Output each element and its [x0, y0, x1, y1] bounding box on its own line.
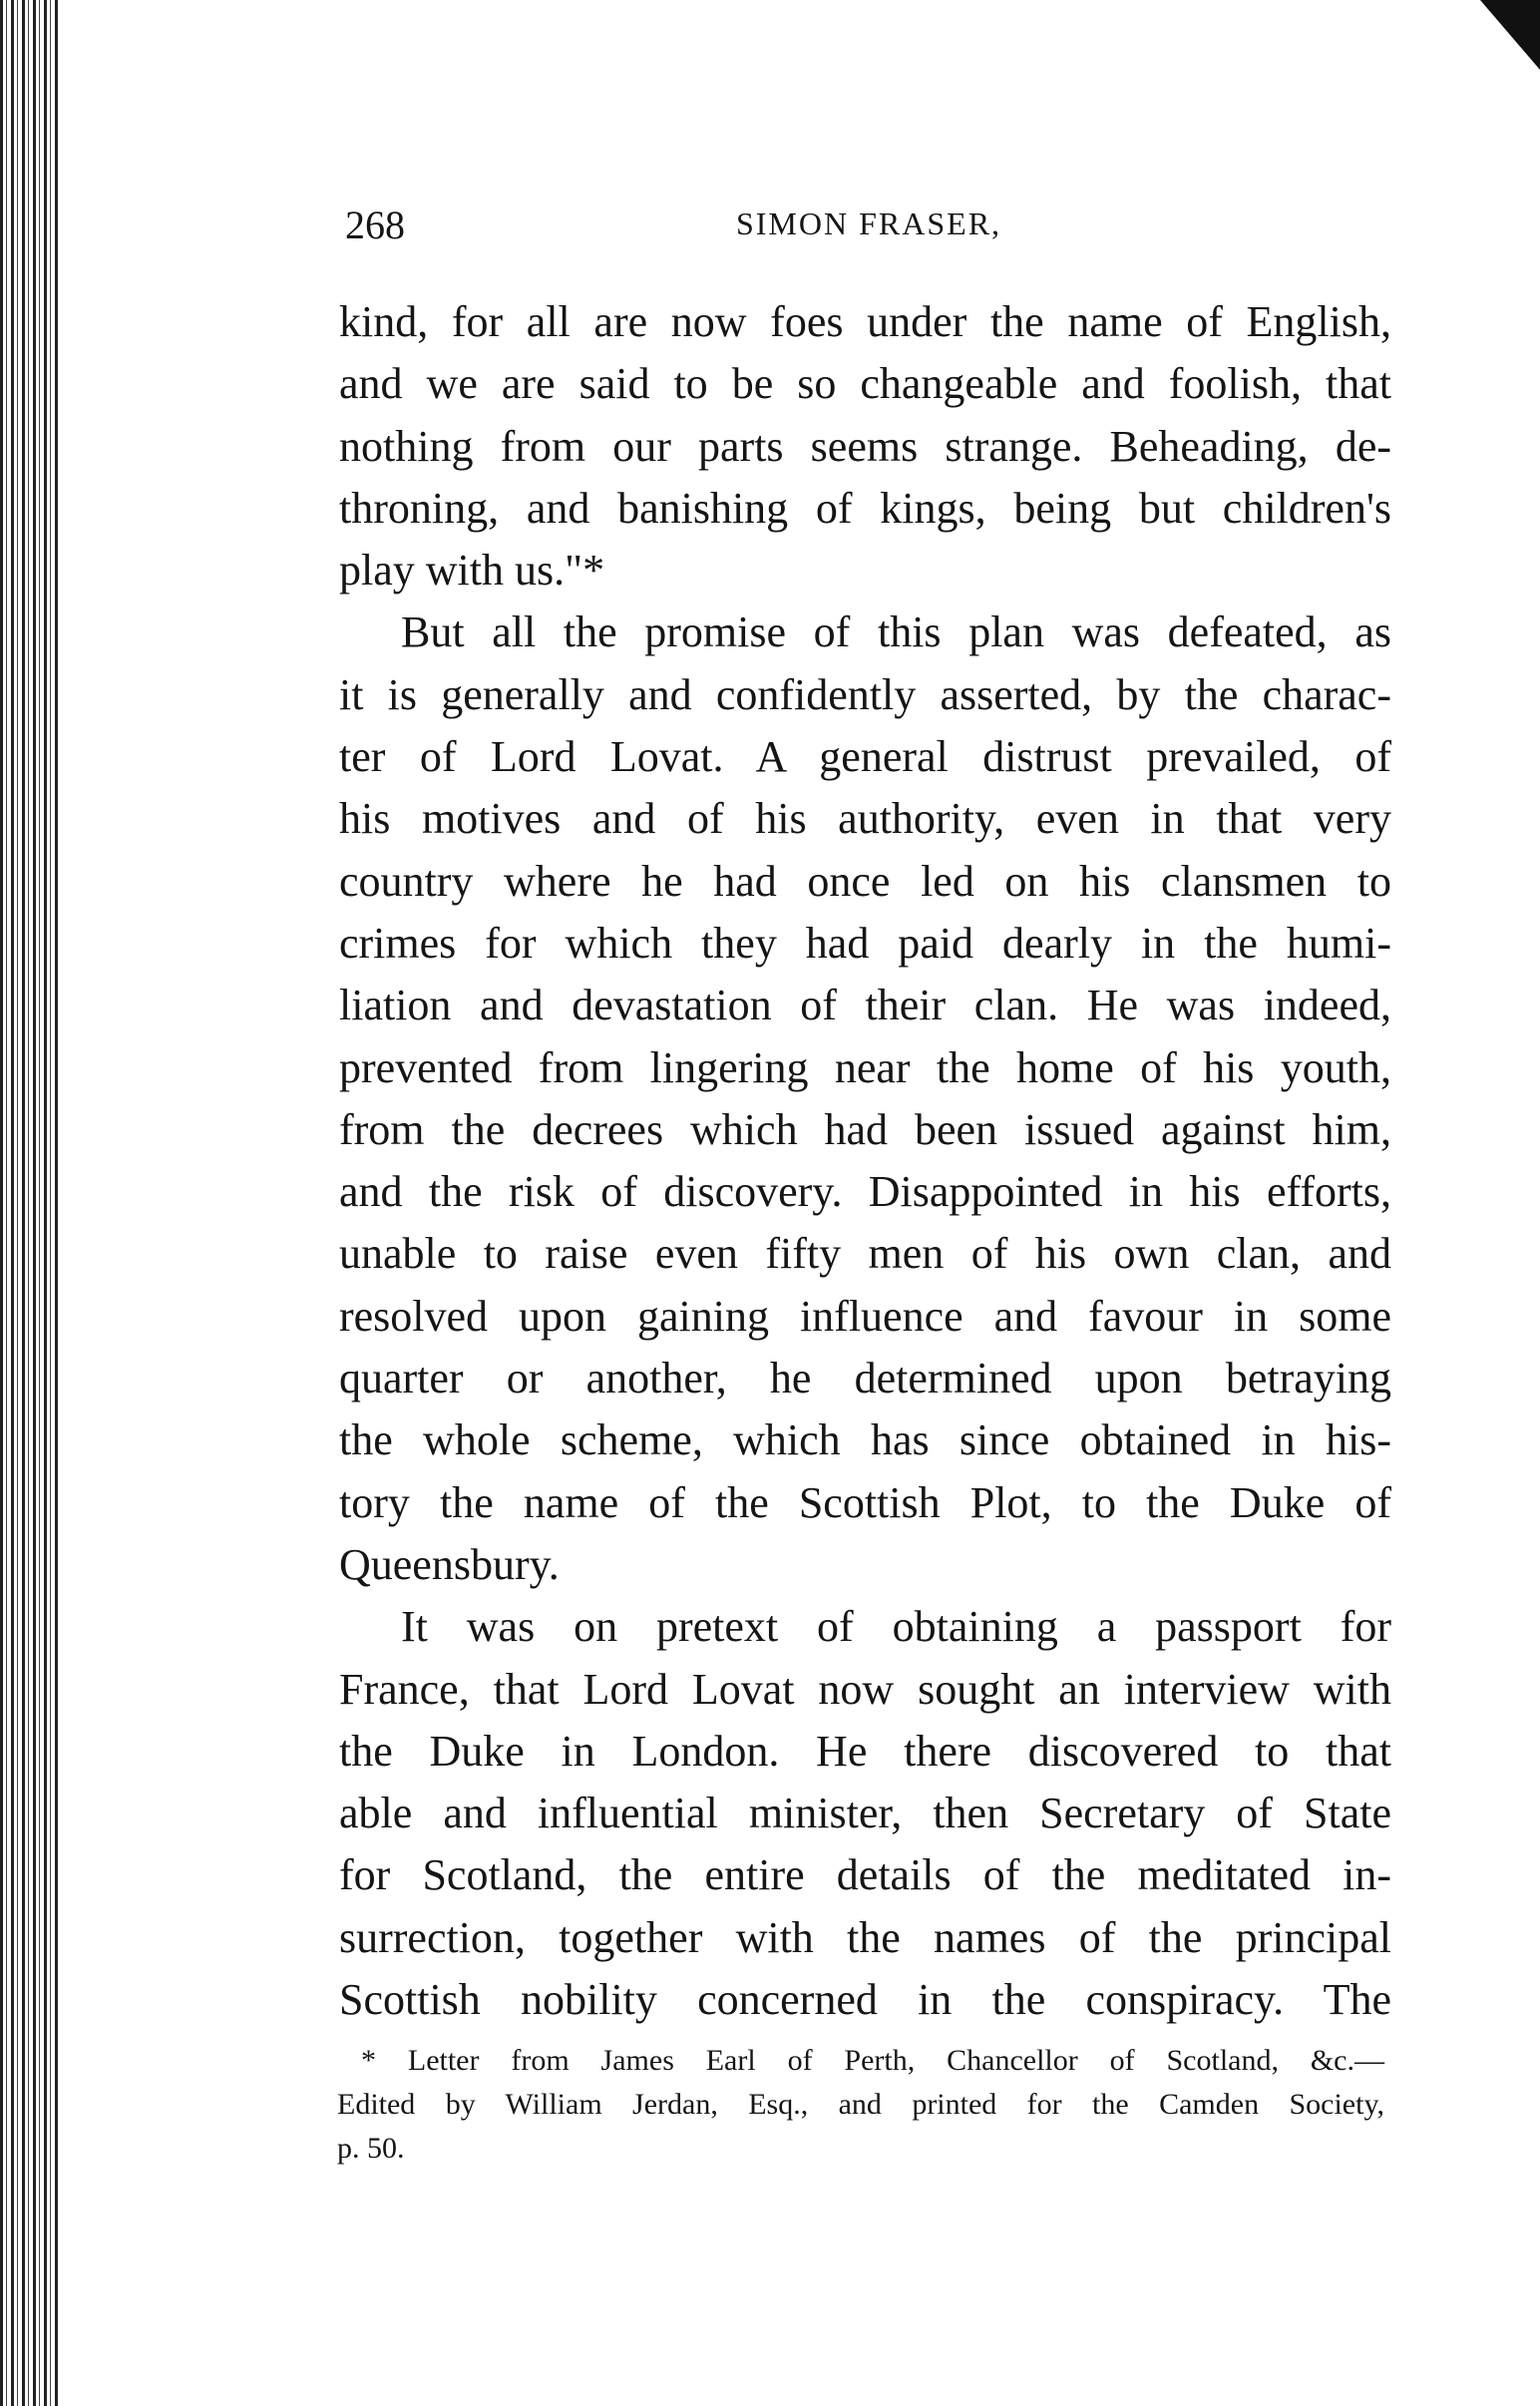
text-line: able and influential minister, then Secretary of State: [339, 1789, 1391, 1838]
text-line: Scottish nobility concerned in the conspiracy. The: [339, 1975, 1391, 2025]
text-line: from the decrees which had been issued against him,: [339, 1104, 1391, 1154]
text-line: Queensbury.: [339, 1539, 560, 1589]
text-line: liation and devastation of their clan. He was indeed,: [339, 981, 1391, 1030]
text-line: prevented from lingering near the home of his youth,: [339, 1042, 1391, 1092]
text-line: ter of Lord Lovat. A general distrust prevailed, of: [339, 732, 1391, 782]
running-title: SIMON FRASER,: [735, 205, 1002, 241]
text-line: and the risk of discovery. Disappointed in his efforts,: [339, 1167, 1391, 1217]
text-line: throning, and banishing of kings, being but children's: [339, 483, 1391, 533]
text-line: quarter or another, he determined upon betraying: [339, 1354, 1391, 1404]
text-line: for Scotland, the entire details of the meditated in-: [339, 1850, 1391, 1900]
text-line: it is generally and confidently asserted, by the charac-: [339, 669, 1391, 719]
text-line: country where he had once led on his clansmen to: [339, 856, 1391, 906]
book-binding-edge: [0, 0, 58, 2406]
text-line: France, that Lord Lovat now sought an interview with: [339, 1664, 1391, 1714]
text-line: crimes for which they had paid dearly in the humi-: [339, 918, 1391, 968]
text-line: play with us."*: [339, 546, 605, 596]
text-line: surrection, together with the names of the principal: [339, 1912, 1391, 1962]
text-line: nothing from our parts seems strange. Beheading, de-: [339, 421, 1391, 471]
text-line: kind, for all are now foes under the name of English,: [339, 297, 1391, 346]
text-line: and we are said to be so changeable and foolish, that: [339, 359, 1391, 409]
scan-corner-mark: [1480, 0, 1540, 70]
page-header: [345, 201, 1392, 257]
text-line: the Duke in London. He there discovered to that: [339, 1726, 1391, 1776]
footnote-line: Edited by William Jerdan, Esq., and printed for the Camden Society,: [337, 2088, 1384, 2121]
text-line: But all the promise of this plan was defeated, as: [401, 607, 1391, 657]
text-line: his motives and of his authority, even in that very: [339, 794, 1391, 844]
footnote-line: * Letter from James Earl of Perth, Chancellor of Scotland, &c.—: [361, 2044, 1384, 2077]
text-line: It was on pretext of obtaining a passport for: [401, 1602, 1391, 1652]
body-text: [339, 291, 1391, 2031]
text-line: unable to raise even fifty men of his own clan, and: [339, 1229, 1391, 1279]
text-line: resolved upon gaining influence and favour in some: [339, 1291, 1391, 1341]
text-line: tory the name of the Scottish Plot, to the Duke of: [339, 1477, 1391, 1527]
text-line: the whole scheme, which has since obtained in his-: [339, 1415, 1391, 1465]
page-number: 268: [345, 202, 405, 247]
footnote-line: p. 50.: [337, 2132, 405, 2165]
footnote: [337, 2039, 1384, 2171]
